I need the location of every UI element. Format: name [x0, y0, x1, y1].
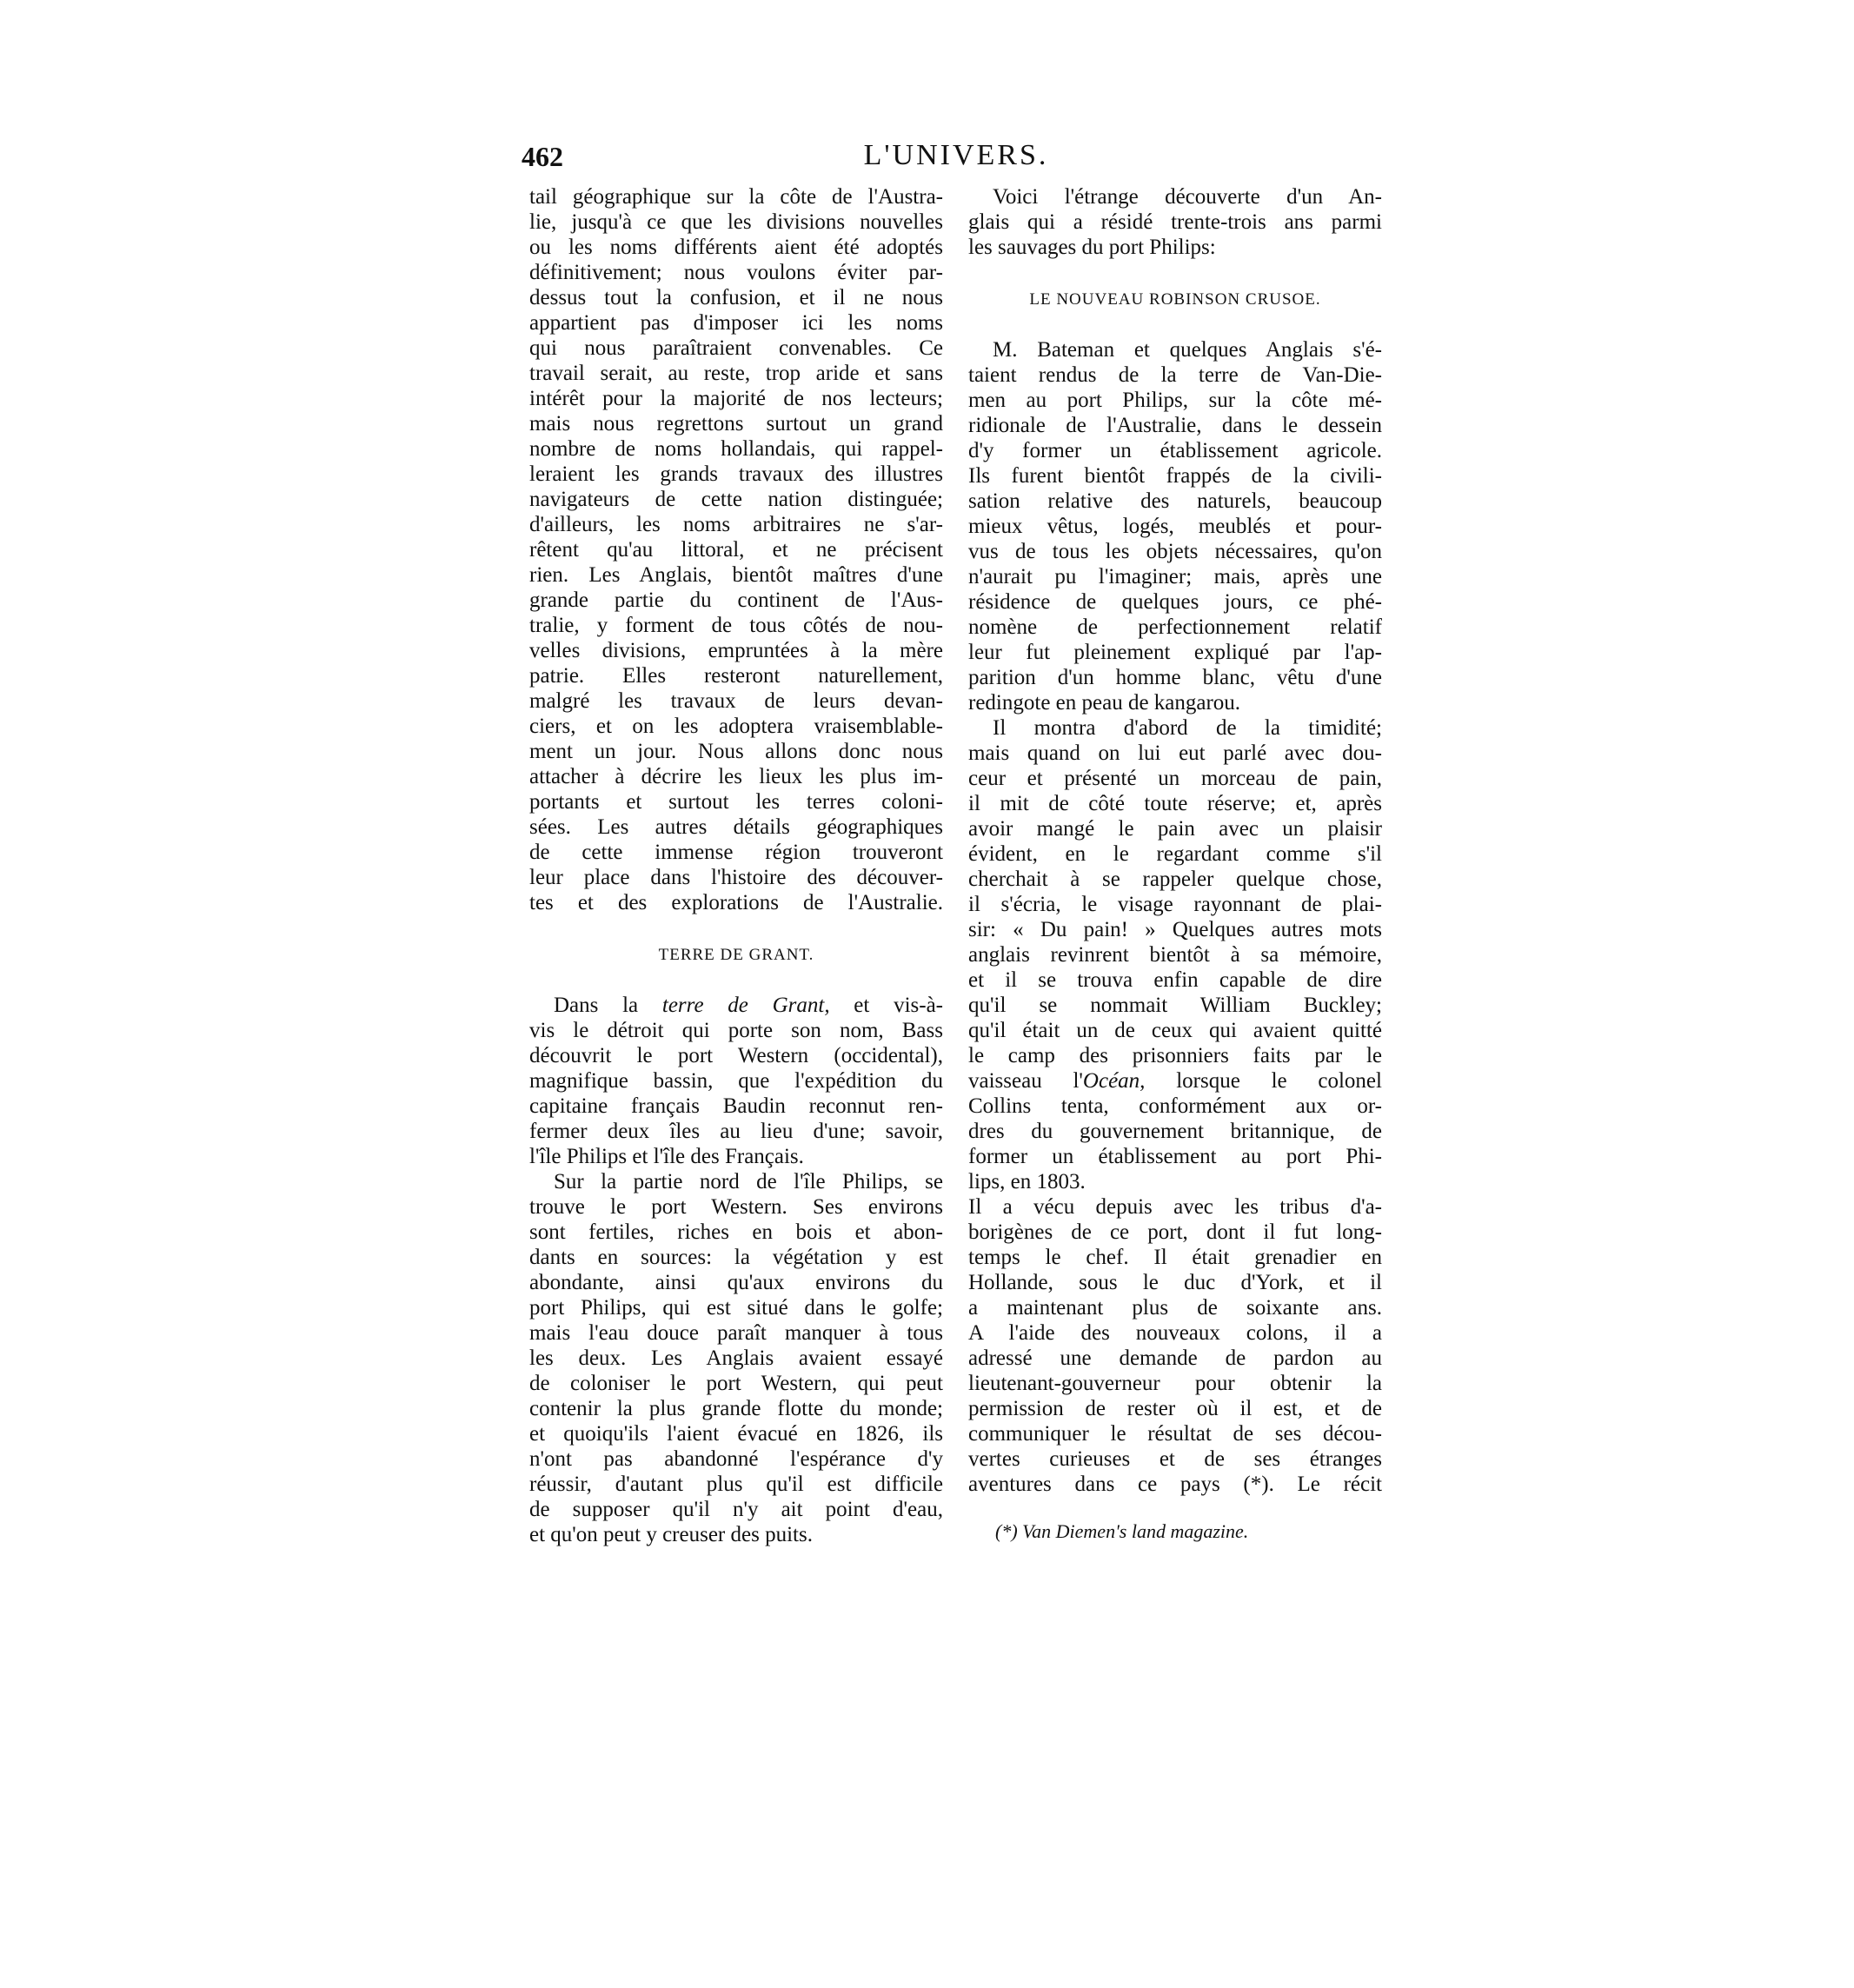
- text-line: leraient les grands travaux des illustres: [529, 462, 943, 486]
- text-line: sont fertiles, riches en bois et abon-: [529, 1220, 943, 1244]
- text-line: magnifique bassin, que l'expédition du: [529, 1069, 943, 1093]
- text-line: portants et surtout les terres coloni-: [529, 790, 943, 814]
- text-line: dants en sources: la végétation y est: [529, 1246, 943, 1269]
- text-line: les sauvages du port Philips:: [968, 236, 1216, 259]
- text-line: n'ont pas abandonné l'espérance d'y: [529, 1447, 943, 1471]
- text-line: ciers, et on les adoptera vraisemblable-: [529, 715, 943, 738]
- text-line: redingote en peau de kangarou.: [968, 691, 1241, 715]
- text-line: Sur la partie nord de l'île Philips, se: [554, 1170, 943, 1193]
- text-line: appartient pas d'imposer ici les noms: [529, 311, 943, 335]
- text-line: mais nous regrettons surtout un grand: [529, 412, 943, 435]
- text-line: il s'écria, le visage rayonnant de plai-: [968, 893, 1382, 916]
- text-line: qu'il était un de ceux qui avaient quitté: [968, 1019, 1382, 1042]
- left-paragraph-2: [529, 993, 943, 1169]
- text-line: Collins tenta, conformément aux or-: [968, 1094, 1382, 1118]
- text-line: ou les noms différents aient été adoptés: [529, 236, 943, 259]
- italic-text: Océan,: [1082, 1069, 1146, 1093]
- text-line: fermer deux îles au lieu d'une; savoir,: [529, 1120, 943, 1143]
- text-line: vertes curieuses et de ses étranges: [968, 1447, 1382, 1471]
- text-line: [529, 993, 943, 1018]
- text-line: abondante, ainsi qu'aux environs du: [529, 1271, 943, 1294]
- text-line: lips, en 1803.: [968, 1170, 1086, 1193]
- text-line: dessus tout la confusion, et il ne nous: [529, 286, 943, 309]
- text-segment: Dans la: [554, 994, 662, 1017]
- text-segment: vaisseau l': [968, 1069, 1083, 1093]
- text-line: A l'aide des nouveaux colons, il a: [968, 1321, 1382, 1345]
- section-heading-terre-de-grant: TERRE DE GRANT.: [658, 946, 814, 964]
- text-line: permission de rester où il est, et de: [968, 1397, 1382, 1420]
- text-line: anglais revinrent bientôt à sa mémoire,: [968, 943, 1382, 967]
- text-line: sation relative des naturels, beaucoup: [968, 489, 1382, 513]
- text-line: dres du gouvernement britannique, de: [968, 1120, 1382, 1143]
- text-line: port Philips, qui est situé dans le golfe;: [529, 1296, 943, 1320]
- text-line: découvrit le port Western (occidental),: [529, 1044, 943, 1067]
- text-segment: lorsque le colonel: [1145, 1069, 1382, 1093]
- text-line: de supposer qu'il n'y ait point d'eau,: [529, 1498, 943, 1521]
- text-line: attacher à décrire les lieux les plus im-: [529, 765, 943, 788]
- text-line: Il montra d'abord de la timidité;: [993, 716, 1382, 740]
- text-line: vis le détroit qui porte son nom, Bass: [529, 1019, 943, 1042]
- text-line: et qu'on peut y creuser des puits.: [529, 1523, 813, 1546]
- text-line: malgré les travaux de leurs devan-: [529, 689, 943, 713]
- text-line: le camp des prisonniers faits par le: [968, 1044, 1382, 1067]
- text-line: et il se trouva enfin capable de dire: [968, 968, 1382, 992]
- text-line: Ils furent bientôt frappés de la civili-: [968, 464, 1382, 488]
- text-line: contenir la plus grande flotte du monde;: [529, 1397, 943, 1420]
- text-line: former un établissement au port Phi-: [968, 1145, 1382, 1168]
- text-line: velles divisions, empruntées à la mère: [529, 639, 943, 662]
- text-line: tes et des explorations de l'Australie.: [529, 891, 943, 914]
- right-paragraph-4: [968, 1194, 1382, 1497]
- text-line: qui nous paraîtraient convenables. Ce: [529, 336, 943, 360]
- text-line: Il a vécu depuis avec les tribus d'a-: [968, 1195, 1382, 1219]
- text-line: navigateurs de cette nation distinguée;: [529, 488, 943, 511]
- text-line: tralie, y forment de tous côtés de nou-: [529, 614, 943, 637]
- text-line: qu'il se nommait William Buckley;: [968, 994, 1382, 1017]
- text-line: d'y former un établissement agricole.: [968, 439, 1382, 462]
- section-heading-robinson: LE NOUVEAU ROBINSON CRUSOE.: [1029, 290, 1321, 309]
- text-line: les deux. Les Anglais avaient essayé: [529, 1346, 943, 1370]
- text-line: intérêt pour la majorité de nos lecteurs;: [529, 387, 943, 410]
- text-line: rien. Les Anglais, bientôt maîtres d'une: [529, 563, 943, 587]
- left-paragraph-3: [529, 1169, 943, 1547]
- text-line: taient rendus de la terre de Van-Die-: [968, 363, 1382, 387]
- left-paragraph-1: [529, 184, 943, 915]
- text-line: ridionale de l'Australie, dans le dessein: [968, 414, 1382, 437]
- text-line: adressé une demande de pardon au: [968, 1346, 1382, 1370]
- page-number: 462: [522, 141, 563, 172]
- italic-text: terre de Grant,: [661, 994, 830, 1017]
- text-line: tail géographique sur la côte de l'Austra-: [529, 185, 943, 209]
- text-line: trouve le port Western. Ses environs: [529, 1195, 943, 1219]
- text-line: leur place dans l'histoire des découver-: [529, 866, 943, 889]
- text-segment: et vis-à-: [829, 994, 943, 1017]
- text-line: [968, 1068, 1382, 1094]
- text-line: lie, jusqu'à ce que les divisions nouvelles: [529, 210, 943, 234]
- text-line: Voici l'étrange découverte d'un An-: [993, 185, 1382, 209]
- text-line: a maintenant plus de soixante ans.: [968, 1296, 1382, 1320]
- text-line: d'ailleurs, les noms arbitraires ne s'ar-: [529, 513, 943, 536]
- text-line: borigènes de ce port, dont il fut long-: [968, 1220, 1382, 1244]
- text-line: nombre de noms hollandais, qui rappel-: [529, 437, 943, 461]
- text-line: temps le chef. Il était grenadier en: [968, 1246, 1382, 1269]
- text-line: évident, en le regardant comme s'il: [968, 842, 1382, 866]
- text-line: mais quand on lui eut parlé avec dou-: [968, 741, 1382, 765]
- text-line: grande partie du continent de l'Aus-: [529, 588, 943, 612]
- text-line: réussir, d'autant plus qu'il est difficile: [529, 1473, 943, 1496]
- text-line: définitivement; nous voulons éviter par-: [529, 261, 943, 284]
- text-line: résidence de quelques jours, ce phé-: [968, 590, 1382, 614]
- text-line: mais l'eau douce paraît manquer à tous: [529, 1321, 943, 1345]
- text-line: aventures dans ce pays (*). Le récit: [968, 1473, 1382, 1496]
- text-line: communiquer le résultat de ses décou-: [968, 1422, 1382, 1446]
- text-line: sées. Les autres détails géographiques: [529, 815, 943, 839]
- text-line: men au port Philips, sur la côte mé-: [968, 389, 1382, 412]
- text-line: n'aurait pu l'imaginer; mais, après une: [968, 565, 1382, 588]
- running-title: L'UNIVERS.: [863, 139, 1049, 171]
- text-line: de cette immense région trouveront: [529, 841, 943, 864]
- text-line: avoir mangé le pain avec un plaisir: [968, 817, 1382, 841]
- text-line: parition d'un homme blanc, vêtu d'une: [968, 666, 1382, 689]
- text-line: nomène de perfectionnement relatif: [968, 615, 1382, 639]
- text-line: cherchait à se rappeler quelque chose,: [968, 868, 1382, 891]
- text-line: il mit de côté toute réserve; et, après: [968, 792, 1382, 815]
- right-paragraph-1: [968, 184, 1382, 260]
- text-line: Hollande, sous le duc d'York, et il: [968, 1271, 1382, 1294]
- right-paragraph-2: [968, 337, 1382, 715]
- text-line: mieux vêtus, logés, meublés et pour-: [968, 515, 1382, 538]
- text-line: capitaine français Baudin reconnut ren-: [529, 1094, 943, 1118]
- text-line: rêtent qu'au littoral, et ne précisent: [529, 538, 943, 562]
- text-line: sir: « Du pain! » Quelques autres mots: [968, 918, 1382, 941]
- text-line: vus de tous les objets nécessaires, qu'on: [968, 540, 1382, 563]
- text-line: ceur et présenté un morceau de pain,: [968, 767, 1382, 790]
- text-line: lieutenant-gouverneur pour obtenir la: [968, 1372, 1382, 1395]
- text-line: glais qui a résidé trente-trois ans parmi: [968, 210, 1382, 234]
- text-line: leur fut pleinement expliqué par l'ap-: [968, 641, 1382, 664]
- text-line: de coloniser le port Western, qui peut: [529, 1372, 943, 1395]
- footnote: (*) Van Diemen's land magazine.: [995, 1520, 1249, 1542]
- text-line: l'île Philips et l'île des Français.: [529, 1145, 804, 1168]
- text-line: patrie. Elles resteront naturellement,: [529, 664, 943, 688]
- text-line: travail serait, au reste, trop aride et sans: [529, 362, 943, 385]
- text-line: ment un jour. Nous allons donc nous: [529, 740, 943, 763]
- text-line: M. Bateman et quelques Anglais s'é-: [993, 338, 1382, 362]
- right-paragraph-3: [968, 715, 1382, 1194]
- text-line: et quoiqu'ils l'aient évacué en 1826, ils: [529, 1422, 943, 1446]
